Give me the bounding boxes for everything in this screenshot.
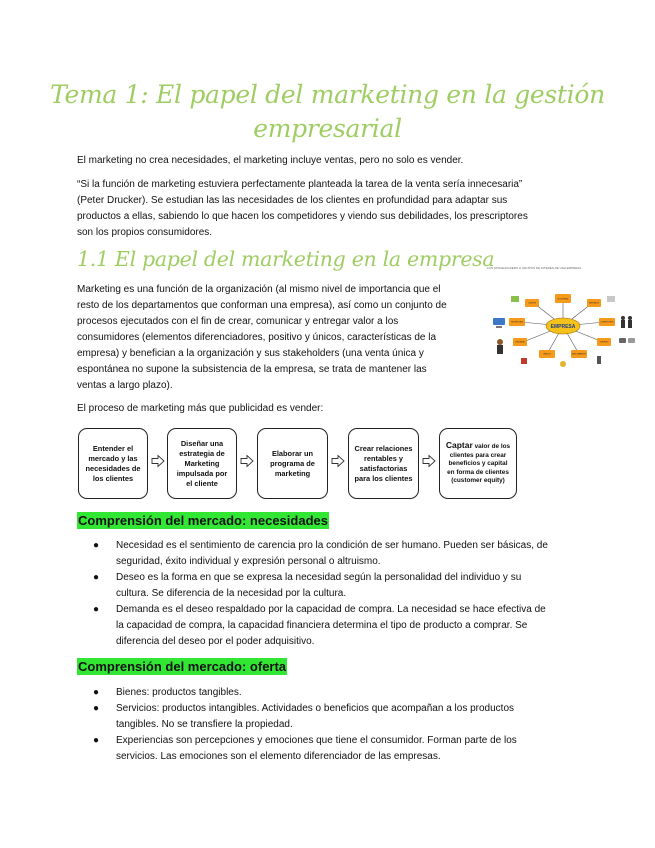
text-line: Bienes: productos tangibles. xyxy=(116,687,242,698)
node-label: BANCOS xyxy=(543,354,551,356)
step-text: Entender el mercado y las necesidades de los clientes xyxy=(85,443,141,483)
offer-heading: Comprensión del mercado: oferta xyxy=(78,659,287,674)
car-icon xyxy=(628,338,635,343)
person-body-icon xyxy=(497,345,503,354)
section-heading: 1.1 El papel del marketing en la empresa xyxy=(77,247,495,271)
chart-icon xyxy=(511,296,519,302)
stakeholders-diagram xyxy=(487,266,639,376)
list-item xyxy=(93,570,548,602)
step-text: Crear relaciones rentables y satisfactorias para los clientes xyxy=(354,443,413,483)
process-step-4 xyxy=(348,428,419,499)
car-icon xyxy=(619,338,626,343)
bullet-icon: ● xyxy=(93,703,100,714)
text-line: servicios. Las emociones son el elemento diferenciador de las empresas. xyxy=(116,751,441,762)
list-item xyxy=(93,602,548,650)
bullet-icon: ● xyxy=(93,735,100,746)
node-shape xyxy=(555,294,571,303)
arrow-right-icon xyxy=(331,454,345,468)
text-line: Demanda es el deseo respaldado por la capacidad de compra. La necesidad se hace efectiva de xyxy=(116,604,546,615)
text-line: espontánea no supone la subsistencia de la empresa, se trata de mantener las xyxy=(77,364,427,375)
list-item xyxy=(93,733,517,765)
intro-paragraph-1: El marketing no crea necesidades, el marketing incluye ventas, pero no solo es vender. xyxy=(77,155,464,166)
text-line: “Si la función de marketing estuviera perfectamente planteada la tarea de la venta sería innecesaria” xyxy=(77,179,523,190)
step-text: Diseñar una estrategia de Marketing impulsada por el cliente xyxy=(176,438,228,488)
person-body-icon xyxy=(621,320,625,328)
page-title-line-1: Tema 1: El papel del marketing en la gestión xyxy=(50,80,605,109)
traffic-light-icon xyxy=(597,356,601,364)
person-body-icon xyxy=(628,320,632,328)
text-line: tangibles. No se transfiere la propiedad. xyxy=(116,719,293,730)
text-line: Deseo es la forma en que se expresa la necesidad según la personalidad del individuo y su xyxy=(116,572,522,583)
text-line: procesos ejecutados con el fin de crear, comunicar y entregar valor a los xyxy=(77,316,399,327)
step-text: valor de los clientes para crear beneficios y capital en forma de clientes (customer equity) xyxy=(447,443,511,485)
needs-heading: Comprensión del mercado: necesidades xyxy=(78,513,328,528)
text-line: Experiencias son percepciones y emociones que tiene el consumidor. Forman parte de los xyxy=(116,735,517,746)
text-line: (Peter Drucker). Se estudian las las necesidades de los clientes en profundidad para adaptar sus xyxy=(77,195,508,206)
step-text: Elaborar un programa de marketing xyxy=(270,448,315,478)
person-icon xyxy=(621,316,625,320)
text-line: ventas a largo plazo). xyxy=(77,380,173,391)
bullet-icon: ● xyxy=(93,687,100,698)
node-label: COMUNIDAD xyxy=(515,342,525,344)
process-step-2 xyxy=(167,428,237,499)
arrow-right-icon xyxy=(151,454,165,468)
text-line: cultura. Se diferencia de la necesidad por la cultura. xyxy=(116,588,347,599)
arrow-right-icon xyxy=(422,454,436,468)
text-line: Necesidad es el sentimiento de carencia pro la condición de ser humano. Pueden ser básicas, de xyxy=(116,540,548,551)
money-icon xyxy=(560,361,566,367)
stamp-icon xyxy=(521,358,527,364)
person-icon xyxy=(497,339,503,345)
text-line: diferencia del deseo por el poder adquisitivo. xyxy=(116,636,315,647)
diagram-caption: LOS STAKEHOLDERS O GRUPOS DE INTERÉS DE UNA EMPRESA xyxy=(487,266,582,270)
text-line: Marketing es una función de la organización (al mismo nivel de importancia que el xyxy=(77,284,441,295)
node-label: ACCIONISTAS xyxy=(557,299,569,301)
diagram-center-label: EMPRESA xyxy=(550,324,576,330)
node-label: PROVEEDORES xyxy=(510,322,524,324)
node-label: COMPETIDORES xyxy=(600,322,614,324)
bullet-icon: ● xyxy=(93,572,100,583)
computer-icon xyxy=(493,318,505,325)
text-line: seguridad, éxito individual y expresión personal o altruismo. xyxy=(116,556,381,567)
needs-list xyxy=(93,538,548,650)
node-label: EMPLEADOS xyxy=(589,303,599,305)
node-label: CLIENTES xyxy=(528,303,536,305)
person-icon xyxy=(628,316,632,320)
step-text: Captar xyxy=(445,440,473,451)
offer-list xyxy=(93,685,517,765)
text-line: Servicios: productos intangibles. Actividades o beneficios que acompañan a los productos xyxy=(116,703,515,714)
list-item xyxy=(93,685,517,701)
text-line: productos a ellas, sabiendo lo que hacen los competidores y viendo sus debilidades, los prescriptores xyxy=(77,211,528,222)
section-paragraph xyxy=(77,282,447,394)
text-line: resto de los departamentos que conforman una empresa), así como un conjunto de xyxy=(77,300,447,311)
text-line: consumidores (elementos diferenciadores, positivo y únicos, características de la xyxy=(77,332,437,343)
arrow-right-icon xyxy=(240,454,254,468)
process-step-5 xyxy=(439,428,517,499)
page-title xyxy=(40,78,615,146)
node-label: GOBIERNO xyxy=(599,342,609,344)
bullet-icon: ● xyxy=(93,604,100,615)
intro-paragraph-2 xyxy=(77,177,528,241)
computer-stand-icon xyxy=(496,326,502,328)
bullet-icon: ● xyxy=(93,540,100,551)
process-step-3 xyxy=(257,428,328,499)
list-item xyxy=(93,701,517,733)
process-step-1 xyxy=(78,428,148,499)
list-item xyxy=(93,538,548,570)
text-line: son los propios consumidores. xyxy=(77,227,213,238)
page-title-line-2: empresarial xyxy=(253,114,402,143)
node-label: MEDIO AMBIENTE xyxy=(572,354,586,356)
stakeholders-diagram-svg xyxy=(487,266,639,376)
text-line: empresa) y benefician a la organización y sus stakeholders (una venta única y xyxy=(77,348,424,359)
text-line: la capacidad de compra, la capacidad financiera determina el tipo de producto a comprar. Se xyxy=(116,620,528,631)
process-intro: El proceso de marketing más que publicidad es vender: xyxy=(77,403,324,414)
building-icon xyxy=(607,296,615,302)
